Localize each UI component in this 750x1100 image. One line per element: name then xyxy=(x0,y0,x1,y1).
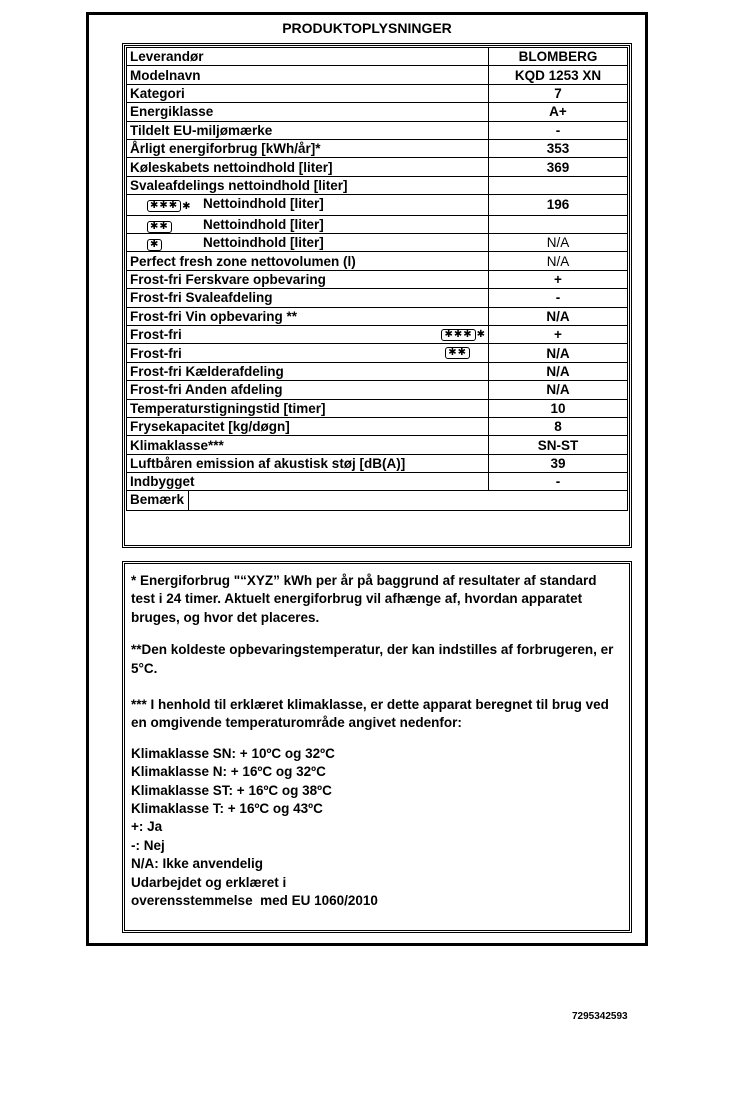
declaration-line: Udarbejdet og erklæret i xyxy=(131,874,287,890)
row-label: Nettoindhold [liter] xyxy=(203,196,324,212)
row-value: SN-ST xyxy=(489,436,628,454)
star-rating-icon: ✱✱✱ xyxy=(441,329,475,341)
table-row xyxy=(127,399,628,417)
table-row xyxy=(127,176,628,194)
declaration-line: overensstemmelse med EU 1060/2010 xyxy=(131,893,378,909)
table-row xyxy=(127,121,628,139)
note-energy: * Energiforbrug "“XYZ” kWh per år på baggrund af resultater af standard test i 24 timer. Aktuelt energiforbrug vil afhænge af, hvordan apparatet bruges, og hvor det placeres. xyxy=(131,573,597,625)
row-label: Klimaklasse*** xyxy=(127,436,489,454)
remark-label: Bemærk xyxy=(130,491,189,510)
table-row xyxy=(127,84,628,102)
row-value: N/A xyxy=(489,362,628,380)
spec-table-box xyxy=(122,43,632,548)
product-info-sheet xyxy=(86,12,648,946)
table-row xyxy=(127,66,628,84)
table-row xyxy=(127,234,628,252)
table-row xyxy=(127,344,628,362)
document-title: PRODUKTOPLYSNINGER xyxy=(282,20,452,36)
climate-class-line: Klimaklasse ST: + 16ºC og 38ºC xyxy=(131,782,332,798)
star-rating-icon: ✱✱ xyxy=(445,347,470,359)
row-value: BLOMBERG xyxy=(489,48,628,66)
row-label: Frost-fri xyxy=(130,327,182,343)
row-value: 10 xyxy=(489,399,628,417)
table-row xyxy=(127,252,628,270)
row-label: Modelnavn xyxy=(127,66,489,84)
row-value: N/A xyxy=(489,307,628,325)
row-label: Svaleafdelings nettoindhold [liter] xyxy=(127,176,489,194)
table-row xyxy=(127,454,628,472)
row-label: Frost-fri xyxy=(130,345,182,361)
table-row xyxy=(127,491,628,511)
row-label: Frost-fri Ferskvare opbevaring xyxy=(127,270,489,288)
table-row xyxy=(127,139,628,157)
table-row xyxy=(127,473,628,491)
row-label: Årligt energiforbrug [kWh/år]* xyxy=(127,139,489,157)
row-label: Køleskabets nettoindhold [liter] xyxy=(127,158,489,176)
row-label: Temperaturstigningstid [timer] xyxy=(127,399,489,417)
row-value: N/A xyxy=(489,381,628,399)
note-climate: *** I henhold til erklæret klimaklasse, er dette apparat beregnet til brug ved en omgivende temperaturområde angivet nedenfor: xyxy=(131,697,609,731)
row-label: Perfect fresh zone nettovolumen (l) xyxy=(127,252,489,270)
row-value: 369 xyxy=(489,158,628,176)
row-value xyxy=(489,215,628,233)
row-value: 8 xyxy=(489,417,628,435)
table-row xyxy=(127,48,628,66)
climate-class-line: Klimaklasse N: + 16ºC og 32ºC xyxy=(131,764,326,780)
row-value: - xyxy=(489,289,628,307)
legend-line: -: Nej xyxy=(131,837,165,853)
document-code: 7295342593 xyxy=(572,1011,628,1022)
row-label: Nettoindhold [liter] xyxy=(203,235,324,251)
table-row xyxy=(127,325,628,343)
row-label: Frost-fri Vin opbevaring ** xyxy=(127,307,489,325)
row-label: Frost-fri Anden afdeling xyxy=(127,381,489,399)
row-value: + xyxy=(489,270,628,288)
climate-class-line: Klimaklasse SN: + 10ºC og 32ºC xyxy=(131,745,335,761)
row-value: - xyxy=(489,121,628,139)
legend-line: N/A: Ikke anvendelig xyxy=(131,856,264,872)
row-value: A+ xyxy=(489,103,628,121)
row-label: Frost-fri Kælderafdeling xyxy=(127,362,489,380)
table-row xyxy=(127,158,628,176)
row-value: 39 xyxy=(489,454,628,472)
row-value: KQD 1253 XN xyxy=(489,66,628,84)
row-label: Nettoindhold [liter] xyxy=(203,216,324,232)
row-value: 7 xyxy=(489,84,628,102)
row-value: N/A xyxy=(489,344,628,362)
table-row xyxy=(127,362,628,380)
row-value: 353 xyxy=(489,139,628,157)
star-extra-icon: ✱ xyxy=(182,200,191,212)
row-label: Frost-fri Svaleafdeling xyxy=(127,289,489,307)
row-value: N/A xyxy=(489,252,628,270)
star-rating-icon: ✱✱✱ xyxy=(147,200,181,212)
spec-table xyxy=(126,47,628,511)
table-row xyxy=(127,307,628,325)
note-temperature: **Den koldeste opbevaringstemperatur, der kan indstilles af forbrugeren, er 5°C. xyxy=(131,642,614,676)
row-value: + xyxy=(489,325,628,343)
climate-class-line: Klimaklasse T: + 16ºC og 43ºC xyxy=(131,801,323,817)
row-label: Energiklasse xyxy=(127,103,489,121)
row-label: Leverandør xyxy=(127,48,489,66)
row-label: Frysekapacitet [kg/døgn] xyxy=(127,417,489,435)
notes-box xyxy=(122,561,632,933)
table-row xyxy=(127,215,628,233)
legend-line: +: Ja xyxy=(131,819,163,835)
table-row xyxy=(127,381,628,399)
star-rating-icon: ✱ xyxy=(147,239,162,251)
table-row xyxy=(127,436,628,454)
star-rating-icon: ✱✱ xyxy=(147,221,172,233)
row-value: 196 xyxy=(489,195,628,216)
row-label: Indbygget xyxy=(127,473,489,491)
row-value: - xyxy=(489,473,628,491)
table-row xyxy=(127,270,628,288)
table-row xyxy=(127,103,628,121)
table-row xyxy=(127,195,628,216)
row-label: Luftbåren emission af akustisk støj [dB(A)] xyxy=(127,454,489,472)
table-row xyxy=(127,289,628,307)
table-row xyxy=(127,417,628,435)
row-label: Kategori xyxy=(127,84,489,102)
row-value xyxy=(489,176,628,194)
star-extra-icon: ✱ xyxy=(476,329,485,341)
row-label: Tildelt EU-miljømærke xyxy=(127,121,489,139)
row-value: N/A xyxy=(489,234,628,252)
